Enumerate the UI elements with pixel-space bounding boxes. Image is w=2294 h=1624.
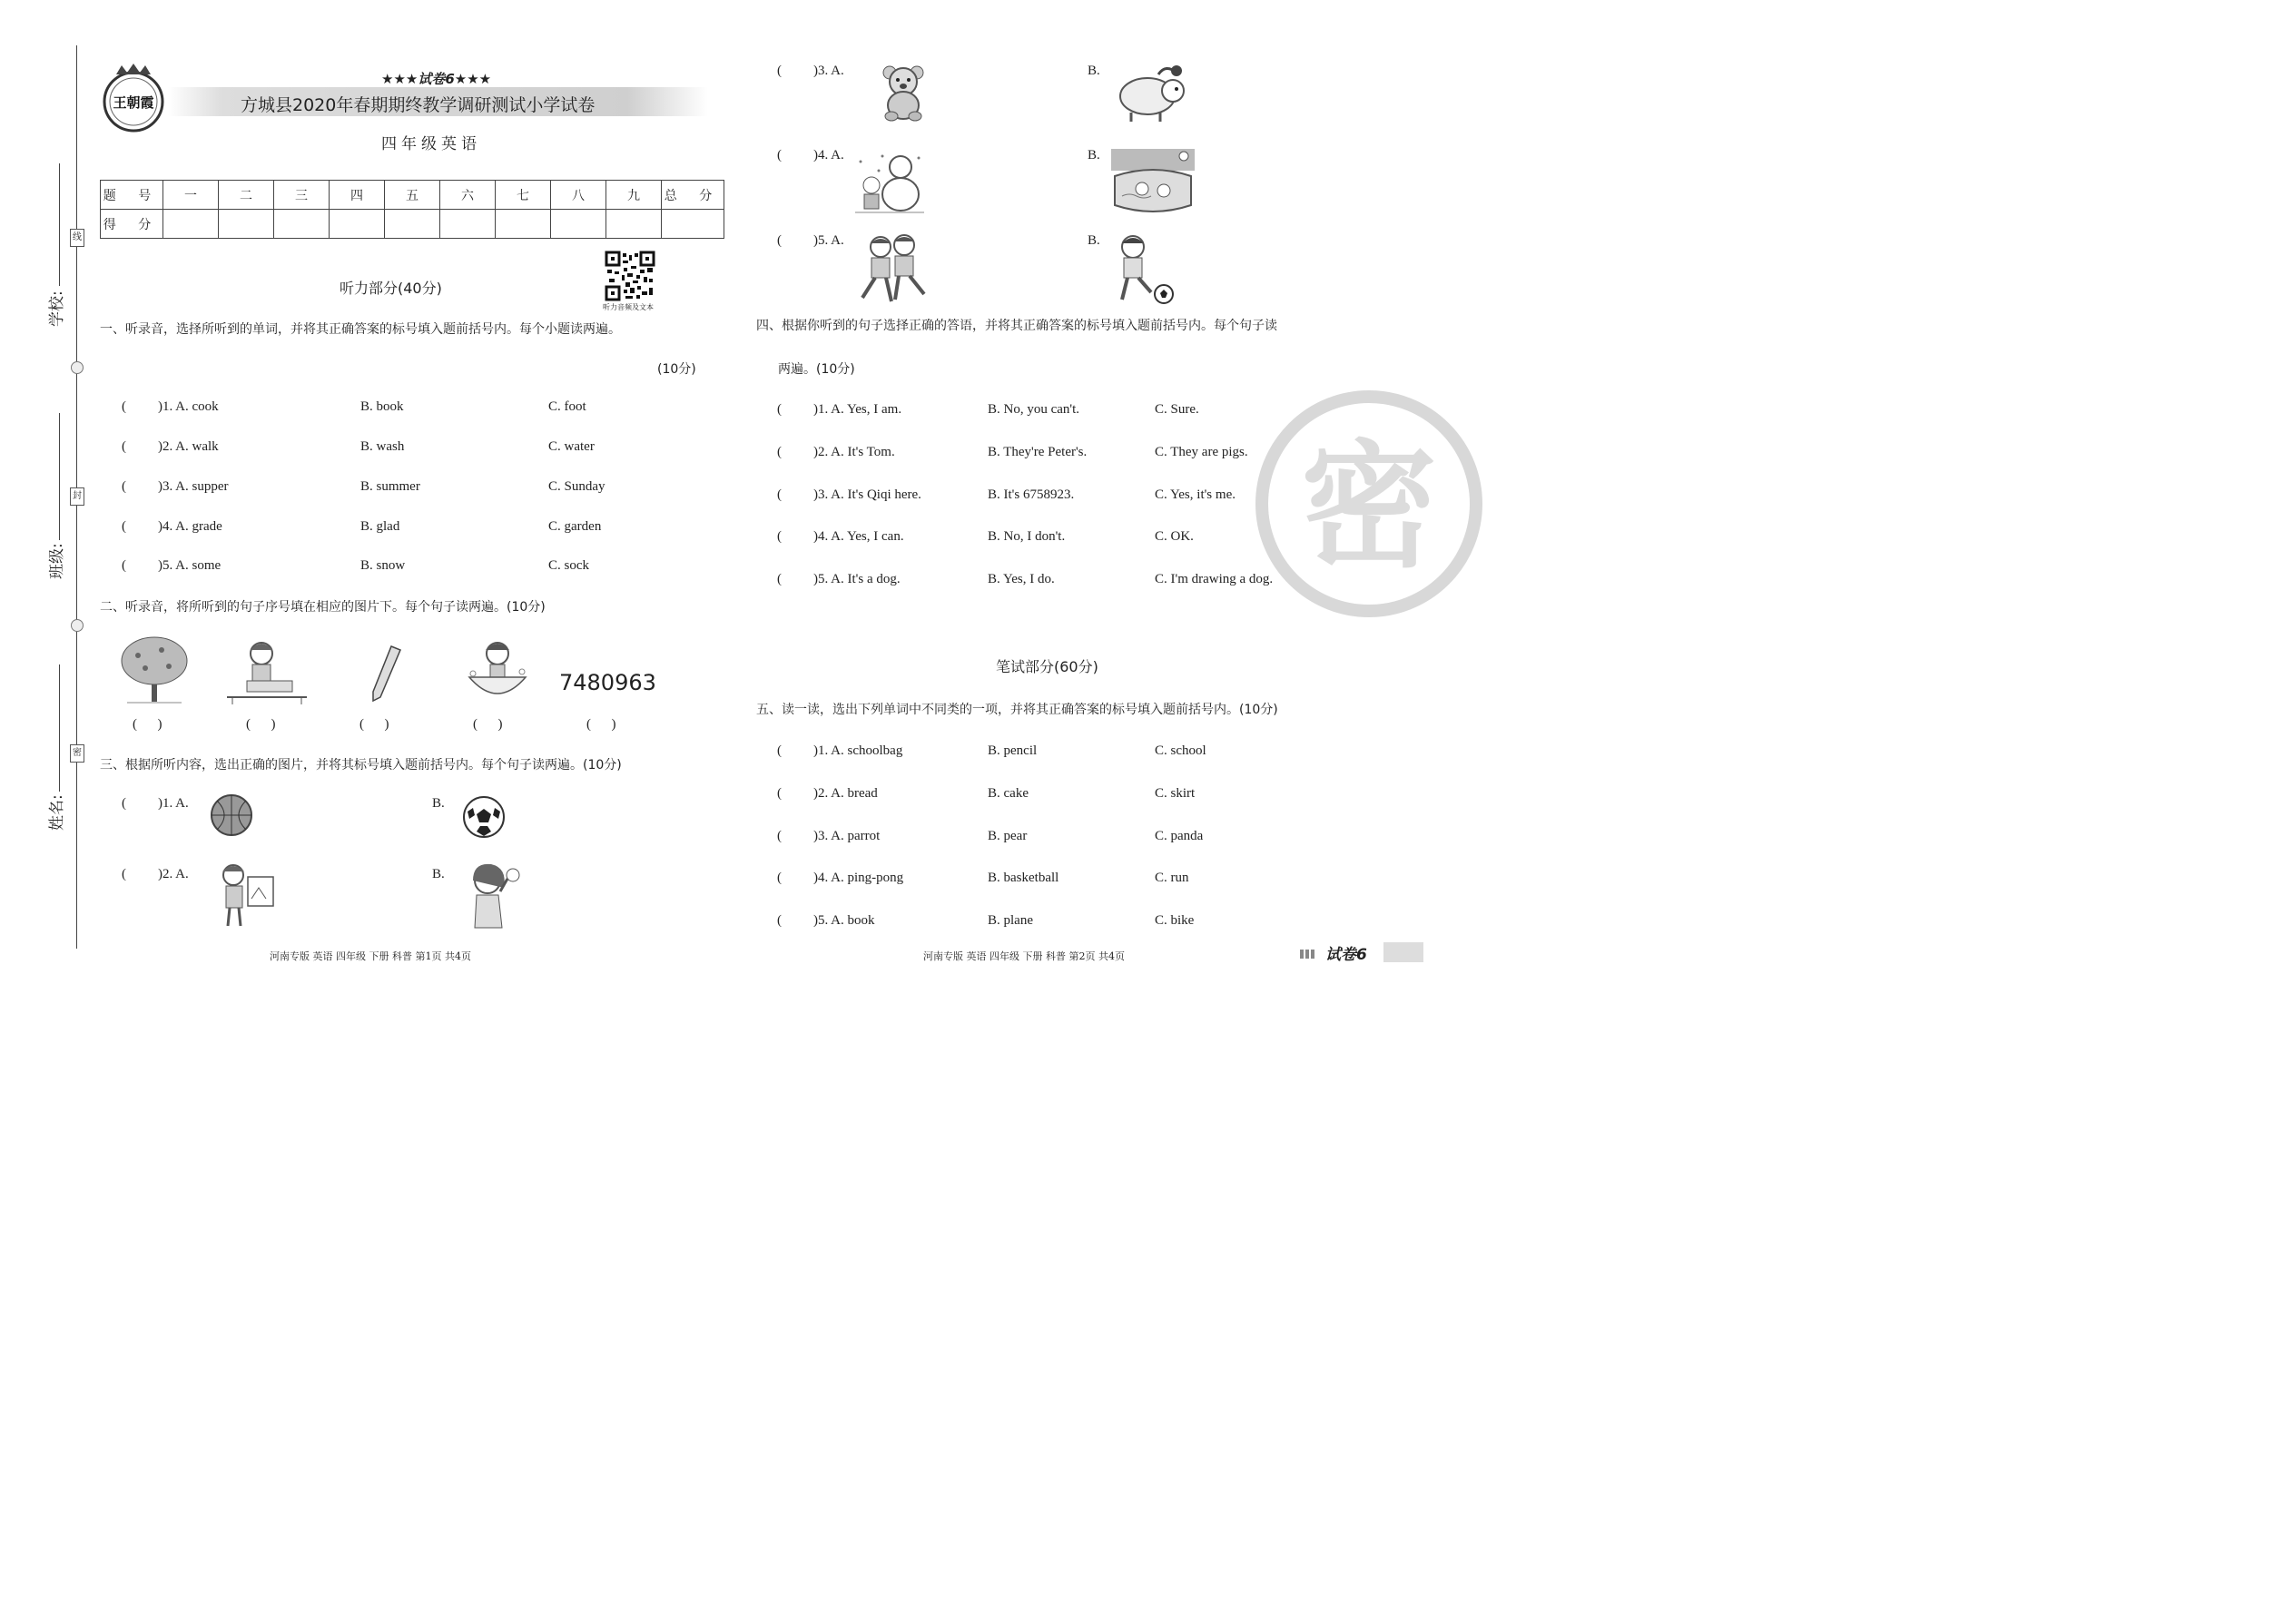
score-cell[interactable]: [496, 210, 551, 239]
option-c: C. They are pigs.: [1155, 445, 1248, 459]
option-b: B. Yes, I do.: [988, 572, 1055, 586]
score-cell[interactable]: [385, 210, 440, 239]
pencil-icon: [368, 645, 404, 704]
boys-running-icon: [855, 234, 931, 307]
answer-paren[interactable]: (: [777, 871, 782, 885]
option-a: )1. A. cook: [158, 399, 219, 414]
exam-title: 方城县2020年春期期终教学调研测试小学试卷: [241, 95, 596, 115]
option-a: )5. A. book: [813, 913, 875, 928]
option-c: C. skirt: [1155, 786, 1196, 801]
score-cell[interactable]: [274, 210, 330, 239]
option-b: B.: [1088, 233, 1100, 248]
answer-paren[interactable]: (: [122, 439, 126, 454]
option-b: B. No, I don't.: [988, 529, 1066, 544]
class-label: 班级:: [48, 543, 66, 579]
line-mark: 线: [70, 229, 84, 247]
option-b: B. book: [360, 399, 404, 414]
answer-blank[interactable]: ( ): [473, 717, 503, 732]
secret-seal-watermark: [1253, 390, 1438, 617]
binding-hole-icon: [71, 361, 84, 374]
tag-bar: [1383, 942, 1423, 962]
option-a: )4. A. Yes, I can.: [813, 529, 904, 544]
answer-paren[interactable]: (: [122, 479, 126, 494]
q3-instruction: 三、根据所听内容，选出正确的图片，并将其标号填入题前括号内。每个句子读两遍。(10分): [100, 758, 622, 773]
answer-paren[interactable]: (: [777, 743, 782, 758]
answer-paren[interactable]: (: [122, 399, 126, 414]
answer-paren[interactable]: (: [777, 829, 782, 843]
score-header-cell: 总 分: [662, 181, 724, 210]
answer-paren[interactable]: (: [122, 867, 126, 881]
option-a: )1. A. schoolbag: [813, 743, 903, 758]
option-c: C. Sunday: [548, 479, 605, 494]
option-a: )4. A. ping-pong: [813, 871, 904, 885]
option-b: B. No, you can't.: [988, 402, 1080, 417]
option-b: B.: [1088, 148, 1100, 162]
q4-instruction: 四、根据你听到的句子选择正确的答语，并将其正确答案的标号填入题前括号内。每个句子读: [756, 319, 1277, 333]
score-cell[interactable]: [219, 210, 274, 239]
qr-code-icon[interactable]: [605, 251, 655, 300]
score-table-header-row: [101, 181, 724, 210]
boy-kicking-ball-icon: [1109, 234, 1175, 307]
option-b: B.: [432, 867, 445, 881]
option-a: )2. A. bread: [813, 786, 878, 801]
school-blank-line: [59, 163, 60, 286]
option-b: B. wash: [360, 439, 405, 454]
answer-paren[interactable]: (: [122, 519, 126, 534]
score-header-cell: 一: [163, 181, 219, 210]
footer-right: 河南专版 英语 四年级 下册 科普 第2页 共4页: [923, 950, 1125, 962]
option-c: C. foot: [548, 399, 586, 414]
footer-left: 河南专版 英语 四年级 下册 科普 第1页 共4页: [270, 950, 471, 962]
option-a: )4. A. grade: [158, 519, 222, 534]
score-cell[interactable]: [606, 210, 662, 239]
answer-paren[interactable]: (: [777, 148, 782, 162]
option-c: C. Sure.: [1155, 402, 1199, 417]
apple-tree-icon: [118, 634, 191, 704]
football-icon: [462, 795, 506, 839]
option-a: )3. A. It's Qiqi here.: [813, 487, 921, 502]
score-table-score-row: [101, 210, 724, 239]
score-header-cell: 八: [551, 181, 606, 210]
girl-drawing-picture-icon: [212, 861, 277, 930]
q1-points: (10分): [657, 362, 696, 377]
score-cell[interactable]: [551, 210, 606, 239]
option-b: B. It's 6758923.: [988, 487, 1075, 502]
sheep-icon: [1113, 64, 1189, 123]
paper-badge: ★★★试卷6★★★: [381, 71, 492, 87]
option-a: )5. A. It's a dog.: [813, 572, 901, 586]
q2-instruction: 二、听录音，将所听到的句子序号填在相应的图片下。每个句子读两遍。(10分): [100, 600, 546, 615]
score-header-cell: 三: [274, 181, 330, 210]
score-header-cell: 六: [440, 181, 496, 210]
option-c: C. sock: [548, 558, 589, 573]
option-c: C. OK.: [1155, 529, 1194, 544]
answer-blank[interactable]: ( ): [133, 717, 162, 732]
answer-paren[interactable]: (: [777, 572, 782, 586]
class-blank-line: [59, 413, 60, 540]
answer-paren[interactable]: (: [777, 402, 782, 417]
q1-instruction: 一、听录音，选择所听到的单词，并将其正确答案的标号填入题前括号内。每个小题读两遍。: [100, 322, 621, 337]
score-header-cell: 九: [606, 181, 662, 210]
name-blank-line: [59, 664, 60, 792]
option-a: )2. A.: [158, 867, 189, 881]
option-a: )1. A. Yes, I am.: [813, 402, 902, 417]
option-c: C. garden: [548, 519, 602, 534]
answer-paren[interactable]: (: [777, 529, 782, 544]
watermark-char: 密: [1300, 428, 1438, 586]
girl-in-bathtub-icon: [466, 637, 529, 706]
answer-paren[interactable]: (: [777, 913, 782, 928]
option-c: C. I'm drawing a dog.: [1155, 572, 1274, 586]
answer-paren[interactable]: (: [777, 233, 782, 248]
score-table: [100, 180, 724, 239]
q4-instruction-cont: 两遍。(10分): [778, 362, 855, 377]
option-c: C. school: [1155, 743, 1206, 758]
option-c: C. bike: [1155, 913, 1195, 928]
option-a: )5. A.: [813, 233, 844, 248]
option-a: )2. A. It's Tom.: [813, 445, 895, 459]
q5-instruction: 五、读一读，选出下列单词中不同类的一项，并将其正确答案的标号填入题前括号内。(10分): [756, 703, 1278, 717]
binding-hole-icon: [71, 619, 84, 632]
option-b: B. pear: [988, 829, 1028, 843]
brand-logo: [100, 60, 167, 138]
option-a: )5. A. some: [158, 558, 222, 573]
score-cell[interactable]: [330, 210, 385, 239]
exam-subtitle: 四年级英语: [381, 135, 481, 153]
score-cell[interactable]: [440, 210, 496, 239]
answer-blank[interactable]: ( ): [359, 717, 389, 732]
option-a: )2. A. walk: [158, 439, 219, 454]
option-b: B. cake: [988, 786, 1029, 801]
paper-tag: 试卷6: [1325, 946, 1367, 964]
score-cell[interactable]: [662, 210, 724, 239]
option-b: B. plane: [988, 913, 1033, 928]
phone-number: 7480963: [559, 670, 656, 695]
option-c: C. Yes, it's me.: [1155, 487, 1236, 502]
option-b: B. They're Peter's.: [988, 445, 1088, 459]
girl-washing-clothes-icon: [227, 637, 307, 704]
option-b: B.: [1088, 64, 1100, 78]
answer-paren[interactable]: (: [122, 558, 126, 573]
qr-caption: 听力音频及文本: [603, 303, 654, 311]
option-b: B. glad: [360, 519, 400, 534]
snowman-and-kids-icon: [855, 149, 924, 216]
option-a: )3. A. supper: [158, 479, 229, 494]
school-label: 学校:: [48, 290, 66, 327]
answer-paren[interactable]: (: [122, 796, 126, 811]
option-c: C. water: [548, 439, 595, 454]
score-cell[interactable]: [163, 210, 219, 239]
option-b: B. snow: [360, 558, 406, 573]
option-a: )4. A.: [813, 148, 844, 162]
score-header-cell: 题 号: [101, 181, 163, 210]
option-b: B. summer: [360, 479, 420, 494]
girl-brushing-hair-icon: [457, 861, 524, 930]
seal-mark: 封: [70, 487, 84, 506]
answer-paren[interactable]: (: [777, 487, 782, 502]
option-a: )1. A.: [158, 796, 189, 811]
logo-text: 王朝霞: [113, 94, 154, 111]
listening-title: 听力部分(40分): [340, 280, 442, 297]
answer-paren[interactable]: (: [777, 64, 782, 78]
written-title: 笔试部分(60分): [996, 658, 1098, 675]
answer-paren[interactable]: (: [777, 786, 782, 801]
option-b: B.: [432, 796, 445, 811]
score-header-cell: 四: [330, 181, 385, 210]
answer-blank[interactable]: ( ): [586, 717, 616, 732]
secret-mark: 密: [70, 744, 84, 763]
option-c: C. run: [1155, 871, 1189, 885]
option-b: B. basketball: [988, 871, 1059, 885]
basketball-icon: [210, 793, 253, 837]
option-a: )3. A.: [813, 64, 844, 78]
name-label: 姓名:: [48, 794, 66, 831]
option-b: B. pencil: [988, 743, 1038, 758]
score-header-cell: 五: [385, 181, 440, 210]
teddy-bear-icon: [879, 64, 928, 122]
answer-blank[interactable]: ( ): [246, 717, 276, 732]
answer-paren[interactable]: (: [777, 445, 782, 459]
score-header-cell: 七: [496, 181, 551, 210]
tag-decoration: [1300, 950, 1316, 959]
option-a: )3. A. parrot: [813, 829, 881, 843]
option-c: C. panda: [1155, 829, 1204, 843]
swimming-pool-icon: [1111, 149, 1195, 216]
score-row-label: 得 分: [101, 210, 163, 239]
score-header-cell: 二: [219, 181, 274, 210]
